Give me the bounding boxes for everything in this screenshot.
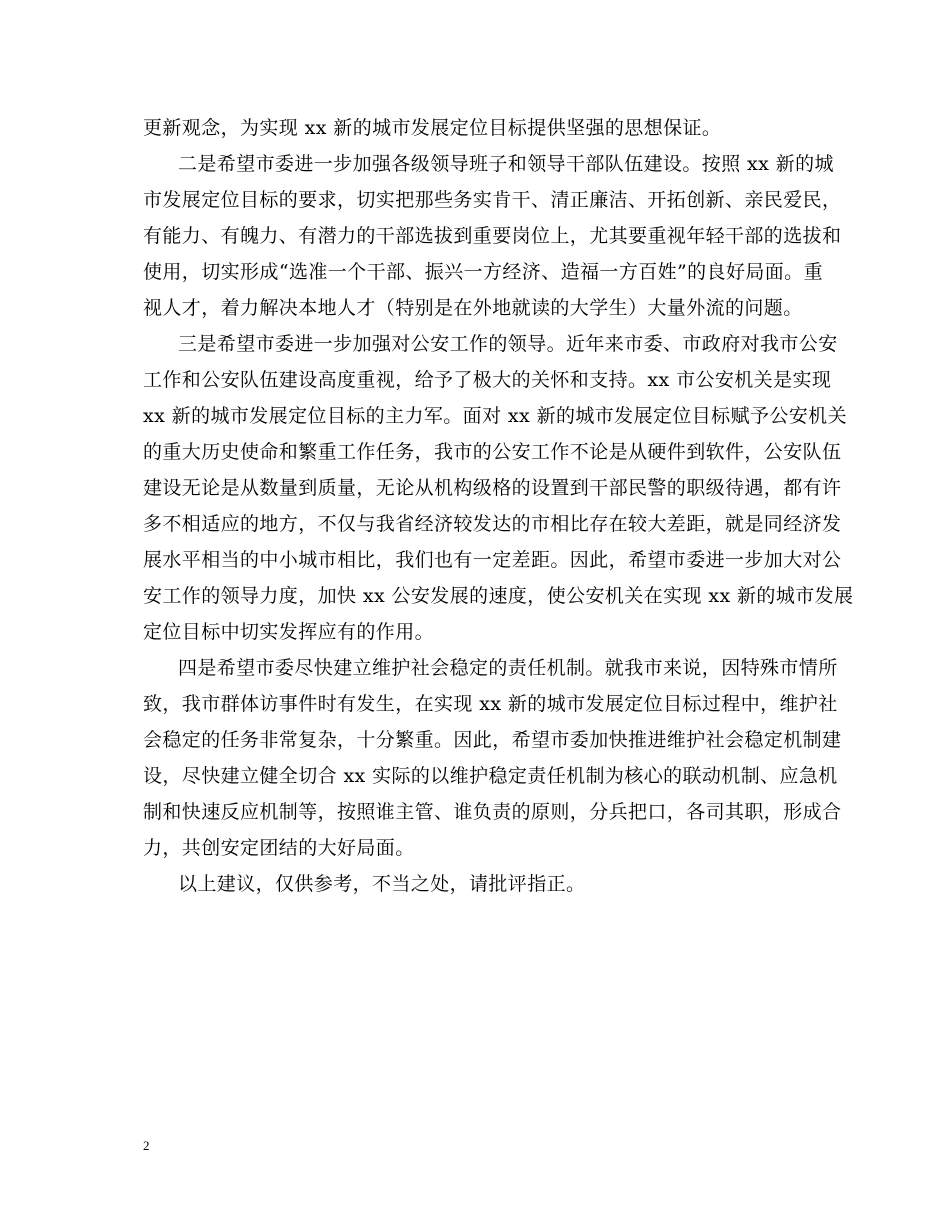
body-text-line: 工作和公安队伍建设高度重视，给予了极大的关怀和支持。xx 市公安机关是实现 [143, 369, 832, 391]
body-text-line: 制和快速反应机制等，按照谁主管、谁负责的原则，分兵把口，各司其职，形成合 [143, 801, 842, 823]
paragraph-3-first-line: 三是希望市委进一步加强对公安工作的领导。近年来市委、市政府对我市公安 [178, 333, 838, 355]
body-text-line: 力，共创安定团结的大好局面。 [143, 837, 415, 859]
body-text-line: 有能力、有魄力、有潜力的干部选拔到重要岗位上，尤其要重视年轻干部的选拔和 [143, 225, 842, 247]
body-text-line: 定位目标中切实发挥应有的作用。 [143, 621, 435, 643]
body-text-line: 建设无论是从数量到质量，无论从机构级格的设置到干部民警的职级待遇，都有许 [143, 477, 842, 499]
body-text-line: 安工作的领导力度，加快 xx 公安发展的速度，使公安机关在实现 xx 新的城市发展 [143, 585, 854, 607]
body-text-line: 市发展定位目标的要求，切实把那些务实肯干、清正廉洁、开拓创新、亲民爱民， [143, 189, 842, 211]
body-text-line: 会稳定的任务非常复杂，十分繁重。因此，希望市委加快推进维护社会稳定机制建 [143, 729, 842, 751]
body-text-line: 展水平相当的中小城市相比，我们也有一定差距。因此，希望市委进一步加大对公 [143, 549, 842, 571]
body-text-line: 的重大历史使命和繁重工作任务，我市的公安工作不论是从硬件到软件，公安队伍 [143, 441, 842, 463]
body-text-line: 视人才，着力解决本地人才（特别是在外地就读的大学生）大量外流的问题。 [143, 297, 803, 319]
body-text-line: 多不相适应的地方，不仅与我省经济较发达的市相比存在较大差距，就是同经济发 [143, 513, 842, 535]
body-text-line: 设，尽快建立健全切合 xx 实际的以维护稳定责任机制为核心的联动机制、应急机 [143, 765, 838, 787]
body-text-line: 更新观念，为实现 xx 新的城市发展定位目标提供坚强的思想保证。 [143, 117, 722, 139]
page-number: 2 [143, 1138, 150, 1153]
body-text-line: xx 新的城市发展定位目标的主力军。面对 xx 新的城市发展定位目标赋予公安机关 [143, 405, 847, 427]
paragraph-2-first-line: 二是希望市委进一步加强各级领导班子和领导干部队伍建设。按照 xx 新的城 [178, 153, 834, 175]
body-text-line: 使用，切实形成“选准一个干部、振兴一方经济、造福一方百姓”的良好局面。重 [143, 261, 823, 283]
closing-line: 以上建议，仅供参考，不当之处，请批评指正。 [178, 873, 586, 895]
paragraph-4-first-line: 四是希望市委尽快建立维护社会稳定的责任机制。就我市来说，因特殊市情所 [178, 657, 838, 679]
body-text-line: 致，我市群体访事件时有发生，在实现 xx 新的城市发展定位目标过程中，维护社 [143, 693, 838, 715]
